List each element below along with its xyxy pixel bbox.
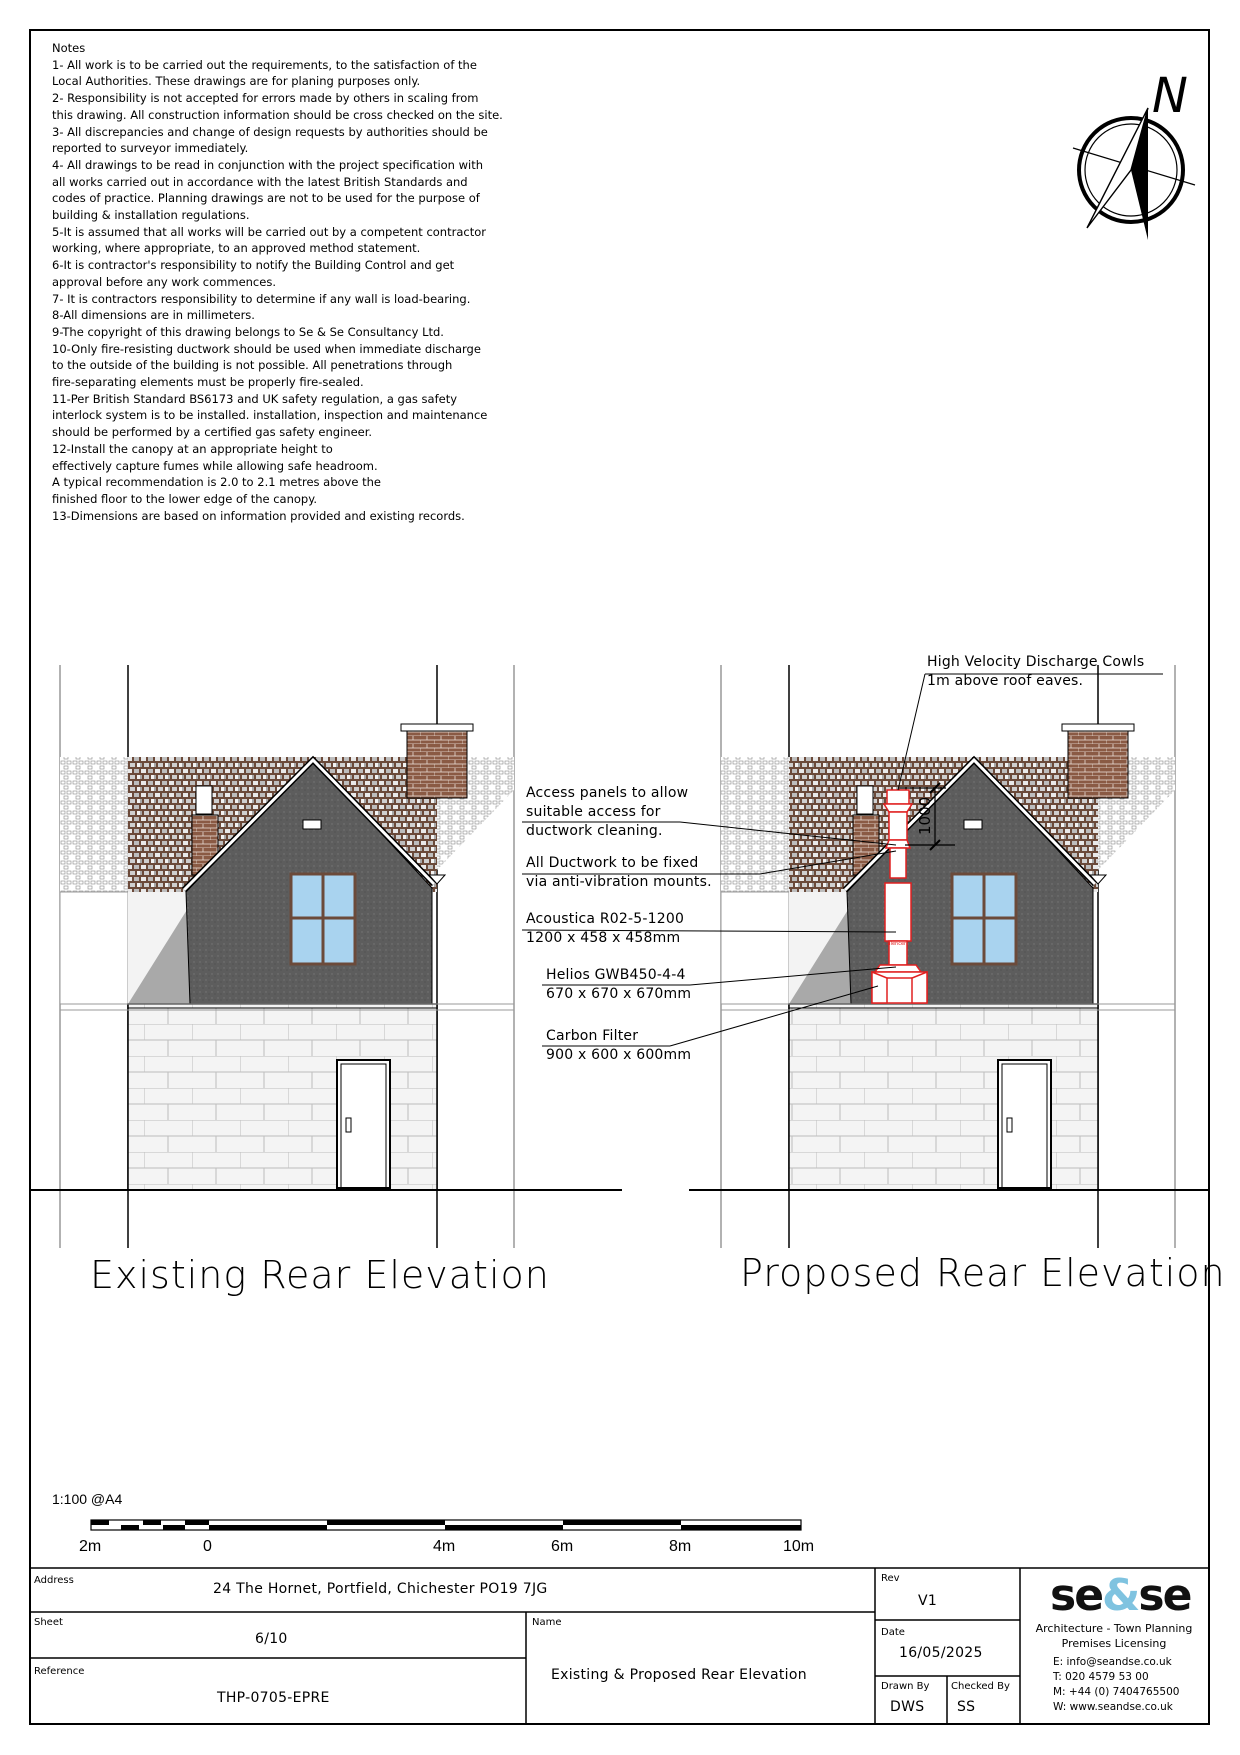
scale-bar [91, 1520, 801, 1530]
scale-ratio: 1:100 @A4 [52, 1491, 123, 1507]
reference-value: THP-0705-EPRE [217, 1690, 330, 1706]
note-2: 2- Responsibility is not accepted for errors made by others in scaling from this drawing. All construction information should be cross checked on the site. [52, 91, 503, 122]
date-label: Date [881, 1627, 905, 1638]
proposed-elevation-title: Proposed Rear Elevation [740, 1251, 1226, 1295]
drawn-by-label: Drawn By [881, 1681, 930, 1692]
note-3: 3- All discrepancies and change of design requests by authorities should be reported to surveyor immediately. [52, 124, 488, 156]
acoustica-callout: Acoustica R02-5-1200 1200 x 458 x 458mm [526, 911, 685, 946]
silencer-tag: Silencer [886, 941, 907, 947]
checked-by-label: Checked By [951, 1681, 1010, 1692]
note-9: 9-The copyright of this drawing belongs to Se & Se Consultancy Ltd. [52, 324, 444, 339]
company-logo: se&se [1050, 1570, 1191, 1621]
note-7: 7- It is contractors responsibility to determine if any wall is load-bearing. [52, 291, 471, 306]
scale-label-4m: 4m [433, 1538, 456, 1555]
existing-elevation [29, 665, 622, 1248]
north-label: N [1152, 68, 1188, 124]
address-label: Address [34, 1575, 74, 1586]
scale-label-6m: 6m [551, 1538, 574, 1555]
note-12: 12-Install the canopy at an appropriate height to effectively capture fumes while allowing safe headroom. A typical recommendation is 2.0 to 2.1 metres above the finished floor to the lower edge of the canopy. [52, 441, 381, 506]
note-4: 4- All drawings to be read in conjunction with the project specification with all works carried out in accordance with the latest British Standards and codes of practice. Planning drawings are not to be used for the purpose of building & installation regulations. [52, 157, 484, 223]
scale-label-2m-left: 2m [79, 1538, 102, 1555]
existing-elevation-title: Existing Rear Elevation [90, 1253, 550, 1297]
contact-mobile: M: +44 (0) 7404765500 [1053, 1686, 1180, 1698]
contact-email: E: info@seandse.co.uk [1053, 1656, 1172, 1668]
notes-heading: Notes [52, 41, 86, 55]
company-tagline [1022, 1621, 1206, 1651]
scale-label-10m: 10m [783, 1538, 815, 1555]
note-13: 13-Dimensions are based on information provided and existing records. [52, 508, 465, 523]
sheet-label: Sheet [34, 1617, 63, 1628]
drawn-by-value: DWS [890, 1699, 925, 1715]
note-11: 11-Per British Standard BS6173 and UK safety regulation, a gas safety interlock system is to be installed. installation, inspection and maintenance should be performed by a certified gas safety engineer. [52, 391, 488, 440]
tagline-line-1: Architecture - Town Planning [1035, 1622, 1193, 1635]
dimension-text: 1000 [916, 796, 934, 835]
name-label: Name [532, 1617, 562, 1628]
company-contact [1053, 1655, 1179, 1715]
scale-label-8m: 8m [669, 1538, 692, 1555]
reference-label: Reference [34, 1666, 85, 1677]
north-arrow-icon [1073, 68, 1195, 240]
contact-web: W: www.seandse.co.uk [1053, 1701, 1173, 1713]
note-6: 6-It is contractor's responsibility to notify the Building Control and get approval before any work commences. [52, 258, 455, 289]
sheet-value: 6/10 [255, 1631, 288, 1647]
ductwork-callout: All Ductwork to be fixed via anti-vibration mounts. [526, 855, 712, 890]
note-10: 10-Only fire-resisting ductwork should be used when immediate discharge to the outside of the building is not possible. All penetrations through fire-separating elements must be properly fire-sealed. [52, 341, 481, 390]
note-8: 8-All dimensions are in millimeters. [52, 308, 255, 323]
rev-value: V1 [918, 1593, 938, 1609]
note-1: 1- All work is to be carried out the requirements, to the satisfaction of the Local Authorities. These drawings are for planing purposes only. [52, 57, 477, 89]
carbon-filter-callout: Carbon Filter 900 x 600 x 600mm [546, 1028, 692, 1063]
proposed-elevation [689, 665, 1210, 1248]
checked-by-value: SS [957, 1699, 976, 1715]
helios-callout: Helios GWB450-4-4 670 x 670 x 670mm [546, 967, 692, 1002]
scale-label-0: 0 [203, 1538, 212, 1555]
note-5: 5-It is assumed that all works will be carried out by a competent contractor working, where appropriate, to an approved method statement. [52, 224, 486, 256]
date-value: 16/05/2025 [899, 1645, 983, 1661]
discharge-cowl [887, 790, 909, 804]
address-value: 24 The Hornet, Portfield, Chichester PO19 7JG [213, 1581, 548, 1597]
name-value: Existing & Proposed Rear Elevation [551, 1667, 807, 1683]
tagline-line-2: Premises Licensing [1061, 1637, 1167, 1650]
cowls-callout: High Velocity Discharge Cowls 1m above roof eaves. [927, 654, 1145, 689]
access-panels-callout: Access panels to allow suitable access for ductwork cleaning. [526, 785, 689, 839]
contact-tel: T: 020 4579 53 00 [1053, 1671, 1149, 1683]
rev-label: Rev [881, 1573, 900, 1584]
